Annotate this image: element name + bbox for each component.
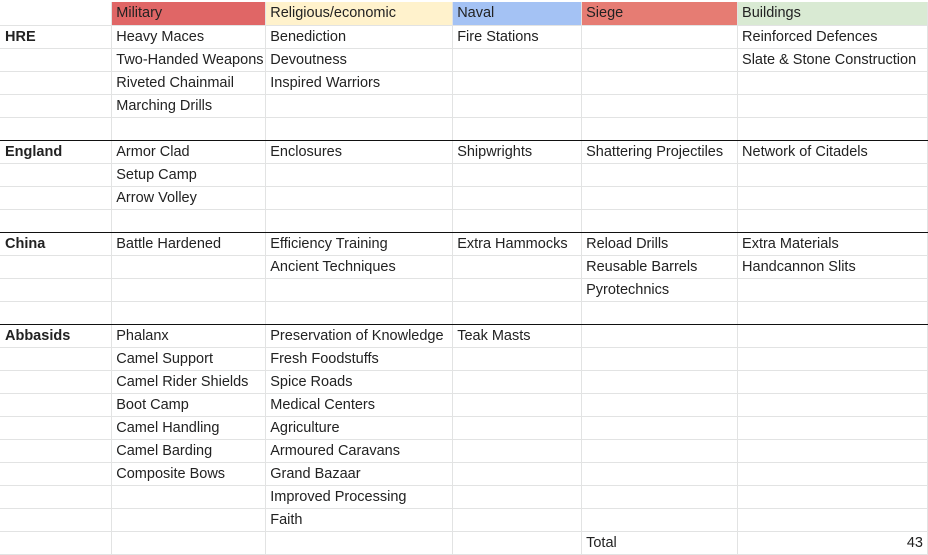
table-cell[interactable] bbox=[112, 117, 266, 140]
table-row bbox=[0, 485, 928, 508]
table-cell[interactable]: Armoured Caravans bbox=[266, 439, 453, 462]
table-cell[interactable] bbox=[738, 117, 928, 140]
civilization-cell[interactable]: China bbox=[0, 232, 112, 255]
table-cell[interactable] bbox=[582, 25, 738, 48]
table-cell[interactable] bbox=[453, 508, 582, 531]
table-cell[interactable] bbox=[738, 209, 928, 232]
table-cell[interactable] bbox=[453, 347, 582, 370]
header-cell[interactable]: Siege bbox=[582, 2, 738, 25]
table-cell[interactable]: Composite Bows bbox=[112, 462, 266, 485]
table-row bbox=[0, 186, 928, 209]
table-cell[interactable] bbox=[266, 209, 453, 232]
table-cell[interactable] bbox=[453, 117, 582, 140]
civilization-cell[interactable] bbox=[0, 462, 112, 485]
table-cell[interactable] bbox=[453, 439, 582, 462]
civilization-cell[interactable] bbox=[0, 278, 112, 301]
table-cell[interactable] bbox=[266, 186, 453, 209]
table-cell[interactable] bbox=[582, 462, 738, 485]
table-cell[interactable] bbox=[112, 301, 266, 324]
table-cell[interactable] bbox=[582, 393, 738, 416]
table-cell[interactable] bbox=[582, 485, 738, 508]
technology-table bbox=[0, 2, 928, 555]
table-row bbox=[0, 232, 928, 255]
civilization-cell[interactable]: HRE bbox=[0, 25, 112, 48]
table-cell[interactable]: Fresh Foodstuffs bbox=[266, 347, 453, 370]
table-cell[interactable]: Armor Clad bbox=[112, 140, 266, 163]
table-row bbox=[0, 347, 928, 370]
table-row bbox=[0, 508, 928, 531]
table-row bbox=[0, 117, 928, 140]
table-cell[interactable] bbox=[582, 48, 738, 71]
table-row bbox=[0, 370, 928, 393]
table-cell[interactable]: Pyrotechnics bbox=[582, 278, 738, 301]
table-cell[interactable]: Two-Handed Weapons bbox=[112, 48, 266, 71]
table-row bbox=[0, 163, 928, 186]
table-cell[interactable]: Setup Camp bbox=[112, 163, 266, 186]
table-cell[interactable]: Network of Citadels bbox=[738, 140, 928, 163]
table-row bbox=[0, 301, 928, 324]
table-cell[interactable] bbox=[738, 301, 928, 324]
table-cell[interactable] bbox=[582, 186, 738, 209]
civilization-cell[interactable] bbox=[0, 117, 112, 140]
civilization-cell[interactable] bbox=[0, 301, 112, 324]
table-cell[interactable]: Marching Drills bbox=[112, 94, 266, 117]
civilization-cell[interactable] bbox=[0, 439, 112, 462]
table-cell[interactable]: Grand Bazaar bbox=[266, 462, 453, 485]
table-cell[interactable]: Improved Processing bbox=[266, 485, 453, 508]
table-cell[interactable]: Faith bbox=[266, 508, 453, 531]
civilization-cell[interactable] bbox=[0, 531, 112, 554]
table-cell[interactable]: Medical Centers bbox=[266, 393, 453, 416]
table-cell[interactable] bbox=[738, 71, 928, 94]
table-cell[interactable] bbox=[738, 462, 928, 485]
table-cell[interactable]: Camel Handling bbox=[112, 416, 266, 439]
civilization-cell[interactable] bbox=[0, 508, 112, 531]
civilization-cell[interactable] bbox=[0, 485, 112, 508]
table-cell[interactable] bbox=[453, 255, 582, 278]
table-cell[interactable] bbox=[738, 370, 928, 393]
table-row bbox=[0, 94, 928, 117]
table-cell[interactable] bbox=[582, 117, 738, 140]
header-row bbox=[0, 2, 928, 25]
table-cell[interactable] bbox=[453, 462, 582, 485]
table-cell[interactable]: Shipwrights bbox=[453, 140, 582, 163]
table-cell[interactable] bbox=[582, 324, 738, 347]
table-cell[interactable] bbox=[738, 416, 928, 439]
table-cell[interactable]: Spice Roads bbox=[266, 370, 453, 393]
table-cell[interactable] bbox=[266, 163, 453, 186]
table-row bbox=[0, 209, 928, 232]
table-cell[interactable]: Teak Masts bbox=[453, 324, 582, 347]
table-cell[interactable]: Riveted Chainmail bbox=[112, 71, 266, 94]
table-cell[interactable]: Camel Support bbox=[112, 347, 266, 370]
table-cell[interactable] bbox=[266, 94, 453, 117]
table-cell[interactable]: 43 bbox=[738, 531, 928, 554]
table-cell[interactable] bbox=[453, 416, 582, 439]
table-cell[interactable] bbox=[582, 209, 738, 232]
civilization-cell[interactable] bbox=[0, 209, 112, 232]
table-cell[interactable] bbox=[738, 439, 928, 462]
table-cell[interactable]: Reinforced Defences bbox=[738, 25, 928, 48]
table-cell[interactable]: Enclosures bbox=[266, 140, 453, 163]
table-cell[interactable] bbox=[112, 508, 266, 531]
table-cell[interactable] bbox=[738, 163, 928, 186]
table-cell[interactable] bbox=[738, 485, 928, 508]
table-cell[interactable]: Arrow Volley bbox=[112, 186, 266, 209]
table-cell[interactable] bbox=[453, 186, 582, 209]
table-row bbox=[0, 393, 928, 416]
table-cell[interactable] bbox=[738, 324, 928, 347]
civilization-cell[interactable] bbox=[0, 416, 112, 439]
table-cell[interactable] bbox=[738, 508, 928, 531]
table-cell[interactable] bbox=[453, 278, 582, 301]
table-cell[interactable]: Heavy Maces bbox=[112, 25, 266, 48]
table-cell[interactable] bbox=[582, 301, 738, 324]
table-cell[interactable] bbox=[112, 278, 266, 301]
table-cell[interactable]: Preservation of Knowledge bbox=[266, 324, 453, 347]
civilization-cell[interactable] bbox=[0, 186, 112, 209]
civilization-cell[interactable] bbox=[0, 370, 112, 393]
table-cell[interactable] bbox=[738, 278, 928, 301]
table-row bbox=[0, 416, 928, 439]
table-cell[interactable]: Camel Rider Shields bbox=[112, 370, 266, 393]
table-cell[interactable] bbox=[266, 531, 453, 554]
table-cell[interactable]: Devoutness bbox=[266, 48, 453, 71]
civilization-cell[interactable] bbox=[0, 71, 112, 94]
table-cell[interactable] bbox=[266, 278, 453, 301]
table-row bbox=[0, 278, 928, 301]
header-cell[interactable] bbox=[0, 2, 112, 25]
table-cell[interactable]: Extra Materials bbox=[738, 232, 928, 255]
table-cell[interactable]: Fire Stations bbox=[453, 25, 582, 48]
table-cell[interactable] bbox=[453, 71, 582, 94]
table-cell[interactable]: Slate & Stone Construction bbox=[738, 48, 928, 71]
table-row bbox=[0, 531, 928, 554]
table-cell[interactable]: Handcannon Slits bbox=[738, 255, 928, 278]
table-cell[interactable]: Reusable Barrels bbox=[582, 255, 738, 278]
table-cell[interactable] bbox=[453, 531, 582, 554]
table-cell[interactable] bbox=[738, 347, 928, 370]
table-cell[interactable]: Total bbox=[582, 531, 738, 554]
civilization-cell[interactable] bbox=[0, 255, 112, 278]
table-row bbox=[0, 462, 928, 485]
table-row bbox=[0, 255, 928, 278]
table-cell[interactable] bbox=[112, 531, 266, 554]
table-cell[interactable] bbox=[453, 209, 582, 232]
table-cell[interactable] bbox=[266, 117, 453, 140]
table-cell[interactable]: Extra Hammocks bbox=[453, 232, 582, 255]
table-row bbox=[0, 324, 928, 347]
table-cell[interactable] bbox=[453, 163, 582, 186]
table-cell[interactable] bbox=[582, 94, 738, 117]
table-cell[interactable] bbox=[453, 301, 582, 324]
table-cell[interactable] bbox=[582, 163, 738, 186]
table-cell[interactable] bbox=[582, 370, 738, 393]
header-cell[interactable]: Religious/economic bbox=[266, 2, 453, 25]
table-cell[interactable]: Shattering Projectiles bbox=[582, 140, 738, 163]
civilization-cell[interactable]: England bbox=[0, 140, 112, 163]
table-cell[interactable] bbox=[453, 94, 582, 117]
civilization-cell[interactable] bbox=[0, 94, 112, 117]
civilization-cell[interactable] bbox=[0, 48, 112, 71]
table-row bbox=[0, 48, 928, 71]
table-cell[interactable]: Inspired Warriors bbox=[266, 71, 453, 94]
table-cell[interactable]: Boot Camp bbox=[112, 393, 266, 416]
table-cell[interactable]: Benediction bbox=[266, 25, 453, 48]
table-row bbox=[0, 439, 928, 462]
header-cell[interactable]: Military bbox=[112, 2, 266, 25]
table-cell[interactable] bbox=[453, 370, 582, 393]
table-cell[interactable]: Efficiency Training bbox=[266, 232, 453, 255]
table-cell[interactable] bbox=[582, 439, 738, 462]
table-cell[interactable] bbox=[453, 393, 582, 416]
header-cell[interactable]: Naval bbox=[453, 2, 582, 25]
table-row bbox=[0, 25, 928, 48]
table-cell[interactable] bbox=[738, 186, 928, 209]
table-cell[interactable] bbox=[582, 416, 738, 439]
civilization-cell[interactable] bbox=[0, 163, 112, 186]
table-cell[interactable]: Phalanx bbox=[112, 324, 266, 347]
table-cell[interactable] bbox=[738, 393, 928, 416]
table-cell[interactable]: Ancient Techniques bbox=[266, 255, 453, 278]
table-cell[interactable] bbox=[112, 209, 266, 232]
table-row bbox=[0, 71, 928, 94]
civilization-cell[interactable]: Abbasids bbox=[0, 324, 112, 347]
table-cell[interactable] bbox=[453, 48, 582, 71]
table-cell[interactable] bbox=[582, 508, 738, 531]
table-cell[interactable]: Reload Drills bbox=[582, 232, 738, 255]
header-cell[interactable]: Buildings bbox=[738, 2, 928, 25]
table-cell[interactable] bbox=[266, 301, 453, 324]
table-cell[interactable] bbox=[582, 347, 738, 370]
table-cell[interactable] bbox=[112, 255, 266, 278]
table-cell[interactable]: Battle Hardened bbox=[112, 232, 266, 255]
civilization-cell[interactable] bbox=[0, 347, 112, 370]
civilization-cell[interactable] bbox=[0, 393, 112, 416]
table-row bbox=[0, 140, 928, 163]
table-cell[interactable] bbox=[582, 71, 738, 94]
table-cell[interactable] bbox=[453, 485, 582, 508]
table-cell[interactable]: Agriculture bbox=[266, 416, 453, 439]
table-cell[interactable]: Camel Barding bbox=[112, 439, 266, 462]
table-cell[interactable] bbox=[112, 485, 266, 508]
table-cell[interactable] bbox=[738, 94, 928, 117]
